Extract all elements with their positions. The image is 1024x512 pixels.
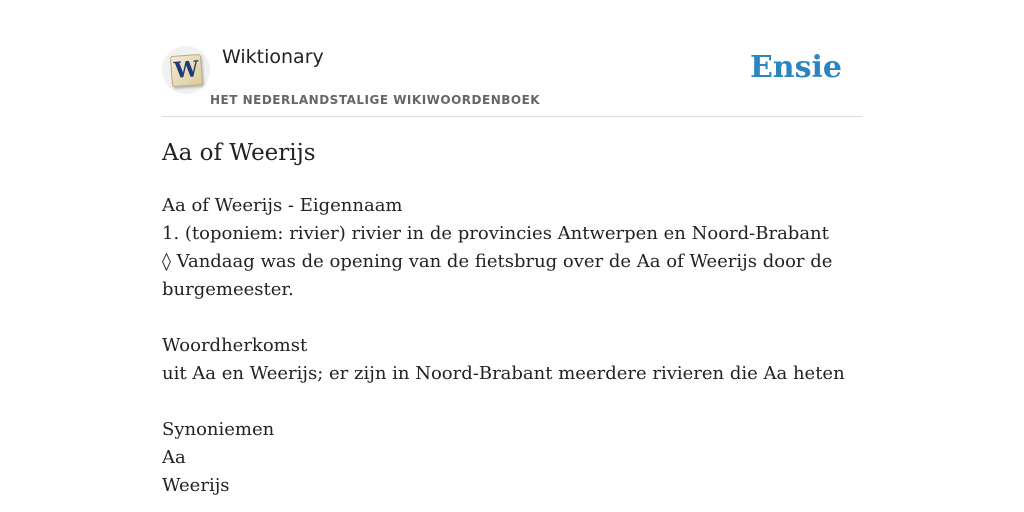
etymology-heading: Woordherkomst	[162, 335, 308, 356]
synonyms-heading: Synoniemen	[162, 419, 275, 440]
logo-tile-icon: W	[170, 54, 203, 87]
spacer	[162, 388, 842, 416]
example-sentence: ◊ Vandaag was de opening van de fietsbrug over de Aa of Weerijs door de burgemeester.	[162, 251, 833, 300]
spacer	[162, 304, 842, 332]
page-title: Aa of Weerijs	[162, 140, 316, 166]
part-of-speech-line: Aa of Weerijs - Eigennaam	[162, 195, 403, 216]
synonym-item: Weerijs	[162, 475, 230, 496]
etymology-text: uit Aa en Weerijs; er zijn in Noord-Brabant meerdere rivieren die Aa heten	[162, 363, 845, 384]
site-header	[162, 0, 862, 117]
definition-line: 1. (toponiem: rivier) rivier in de provincies Antwerpen en Noord-Brabant	[162, 223, 829, 244]
wiktionary-logo[interactable]	[162, 46, 210, 94]
site-tagline: HET NEDERLANDSTALIGE WIKIWOORDENBOEK	[210, 93, 541, 107]
ensie-logo-link[interactable]: Ensie	[749, 50, 842, 85]
site-name[interactable]: Wiktionary	[222, 46, 324, 68]
entry-content	[162, 192, 845, 500]
synonym-item: Aa	[162, 447, 186, 468]
